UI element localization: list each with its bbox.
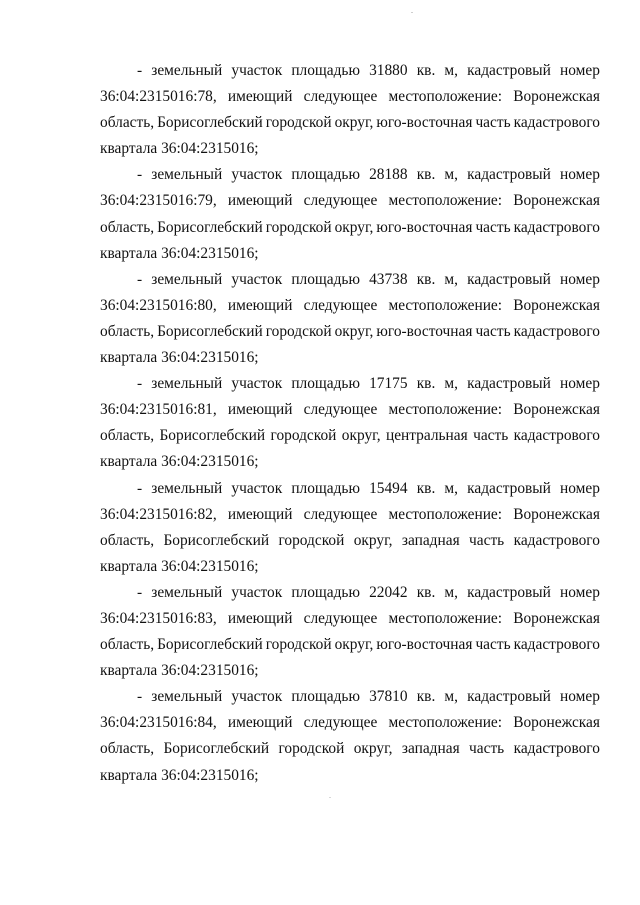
word: имеющий [227,88,293,106]
word: Воронежская [513,296,600,314]
word: следующее [303,609,378,627]
word: кв. [416,688,436,706]
word: кадастрового [513,114,600,132]
word: городской [265,322,332,340]
word: округ, [334,322,374,340]
land-plot-item [100,580,600,684]
word: кв. [416,270,436,288]
word: Воронежская [513,401,600,419]
word: 36:04:2315016:81, [100,401,217,419]
word: следующее [303,192,378,210]
word: юго-восточная [376,322,473,340]
item-line [100,293,600,319]
item-line [100,736,600,762]
word: кадастрового [513,740,600,758]
word: - [137,583,143,601]
word: 43738 [369,270,408,288]
item-first-line [100,267,600,293]
word: 22042 [369,583,408,601]
item-line [100,215,600,241]
word: часть [475,636,511,654]
item-last-line: квартала 36:04:2315016; [100,662,259,680]
word: центральная [385,427,468,445]
item-first-line [100,476,600,502]
word: кв. [416,62,436,79]
word: округ, [353,531,393,549]
word: 36:04:2315016:78, [100,88,217,106]
word: номер [559,583,600,601]
word: - [137,166,143,184]
word: городской [265,114,332,132]
item-last-line: квартала 36:04:2315016; [100,453,259,471]
item-last-line: квартала 36:04:2315016; [100,244,259,262]
word: местоположение: [388,192,503,210]
item-first-line [100,162,600,188]
word: площадью [291,270,360,288]
word: 17175 [369,375,408,393]
word: 36:04:2315016:80, [100,296,217,314]
word: 15494 [369,479,408,497]
word: площадью [291,688,360,706]
word: 36:04:2315016:82, [100,505,217,523]
word: участок [231,270,283,288]
word: часть [475,218,511,236]
word: участок [231,479,283,497]
item-line [100,84,600,110]
word: м, [444,270,459,288]
item-line [100,397,600,423]
word: участок [231,166,283,184]
word: Борисоглебский [157,114,263,132]
word: западная [401,740,460,758]
word: округ, [334,218,374,236]
word: кадастровый [467,166,551,184]
word: область, [100,218,155,236]
word: кадастровый [467,270,551,288]
word: участок [231,583,283,601]
word: м, [444,688,459,706]
word: городской [265,218,332,236]
word: м, [444,583,459,601]
word: кадастровый [467,479,551,497]
word: юго-восточная [376,636,473,654]
item-last-line: квартала 36:04:2315016; [100,140,259,158]
item-last-line: квартала 36:04:2315016; [100,557,259,575]
word: имеющий [227,505,293,523]
item-line [100,502,600,528]
word: имеющий [227,714,293,732]
word: кв. [416,375,436,393]
word: - [137,62,143,79]
word: часть [473,427,509,445]
item-line [100,710,600,736]
word: номер [559,62,600,79]
word: номер [559,479,600,497]
word: Борисоглебский [157,322,263,340]
word: кадастровый [467,688,551,706]
word: номер [559,166,600,184]
land-plot-item [100,371,600,475]
word: округ, [341,427,381,445]
item-first-line [100,580,600,606]
word: часть [469,740,505,758]
item-line [100,632,600,658]
word: городской [278,740,345,758]
land-plot-item [100,267,600,371]
word: область, [100,427,155,445]
item-first-line [100,684,600,710]
word: номер [559,375,600,393]
word: 36:04:2315016:84, [100,714,217,732]
word: 28188 [369,166,408,184]
scan-speck [411,12,413,13]
word: номер [559,688,600,706]
word: земельный [151,688,223,706]
item-line [100,423,600,449]
word: кадастрового [513,531,600,549]
word: кв. [416,166,436,184]
word: Борисоглебский [163,531,270,549]
word: кадастрового [513,218,600,236]
word: область, [100,114,155,132]
word: кадастровый [467,583,551,601]
item-line [100,188,600,214]
word: городской [278,531,345,549]
word: земельный [151,583,223,601]
land-plot-item [100,684,600,788]
word: кадастровый [467,62,551,79]
word: имеющий [227,609,293,627]
word: местоположение: [388,88,503,106]
word: область, [100,531,155,549]
word: округ, [353,740,393,758]
word: земельный [151,375,223,393]
word: 37810 [369,688,408,706]
word: земельный [151,62,223,79]
word: площадью [291,479,360,497]
item-last-line: квартала 36:04:2315016; [100,766,259,784]
item-line [100,528,600,554]
word: следующее [303,505,378,523]
word: - [137,479,143,497]
word: м, [444,166,459,184]
word: земельный [151,479,223,497]
word: земельный [151,166,223,184]
word: следующее [303,88,378,106]
item-first-line [100,58,600,84]
word: городской [265,636,332,654]
word: - [137,688,143,706]
word: Борисоглебский [157,218,263,236]
land-plot-item [100,476,600,580]
land-plot-list [100,58,600,789]
word: Борисоглебский [163,740,270,758]
word: Воронежская [513,88,600,106]
word: часть [475,322,511,340]
word: кадастрового [513,636,600,654]
word: - [137,270,143,288]
item-first-line [100,371,600,397]
item-line [100,319,600,345]
word: 36:04:2315016:79, [100,192,217,210]
word: область, [100,740,155,758]
word: часть [475,114,511,132]
word: кадастровый [467,375,551,393]
word: область, [100,636,155,654]
word: область, [100,322,155,340]
word: кв. [416,583,436,601]
word: следующее [303,296,378,314]
word: имеющий [227,192,293,210]
word: Воронежская [513,609,600,627]
item-line [100,110,600,136]
word: имеющий [227,296,293,314]
land-plot-item [100,58,600,162]
scan-speck [329,797,331,798]
word: м, [444,62,459,79]
word: площадью [291,375,360,393]
word: городской [270,427,337,445]
word: местоположение: [388,714,503,732]
item-line [100,606,600,632]
word: округ, [334,636,374,654]
word: Борисоглебский [157,636,263,654]
word: местоположение: [388,401,503,419]
word: местоположение: [388,296,503,314]
word: местоположение: [388,609,503,627]
word: 31880 [369,62,408,79]
word: следующее [303,714,378,732]
land-plot-item [100,162,600,266]
word: кадастрового [513,427,600,445]
word: кв. [416,479,436,497]
word: имеющий [227,401,293,419]
word: - [137,375,143,393]
word: юго-восточная [376,218,473,236]
word: участок [231,375,283,393]
word: м, [444,375,459,393]
word: Воронежская [513,505,600,523]
word: 36:04:2315016:83, [100,609,217,627]
word: участок [231,62,283,79]
item-last-line: квартала 36:04:2315016; [100,349,259,367]
word: Воронежская [513,192,600,210]
word: местоположение: [388,505,503,523]
word: кадастрового [513,322,600,340]
word: номер [559,270,600,288]
word: площадью [291,166,360,184]
word: часть [469,531,505,549]
word: западная [401,531,460,549]
word: м, [444,479,459,497]
word: округ, [334,114,374,132]
word: земельный [151,270,223,288]
word: следующее [303,401,378,419]
word: площадью [291,583,360,601]
word: юго-восточная [376,114,473,132]
word: площадью [291,62,360,79]
word: Воронежская [513,714,600,732]
word: участок [231,688,283,706]
word: Борисоглебский [159,427,266,445]
